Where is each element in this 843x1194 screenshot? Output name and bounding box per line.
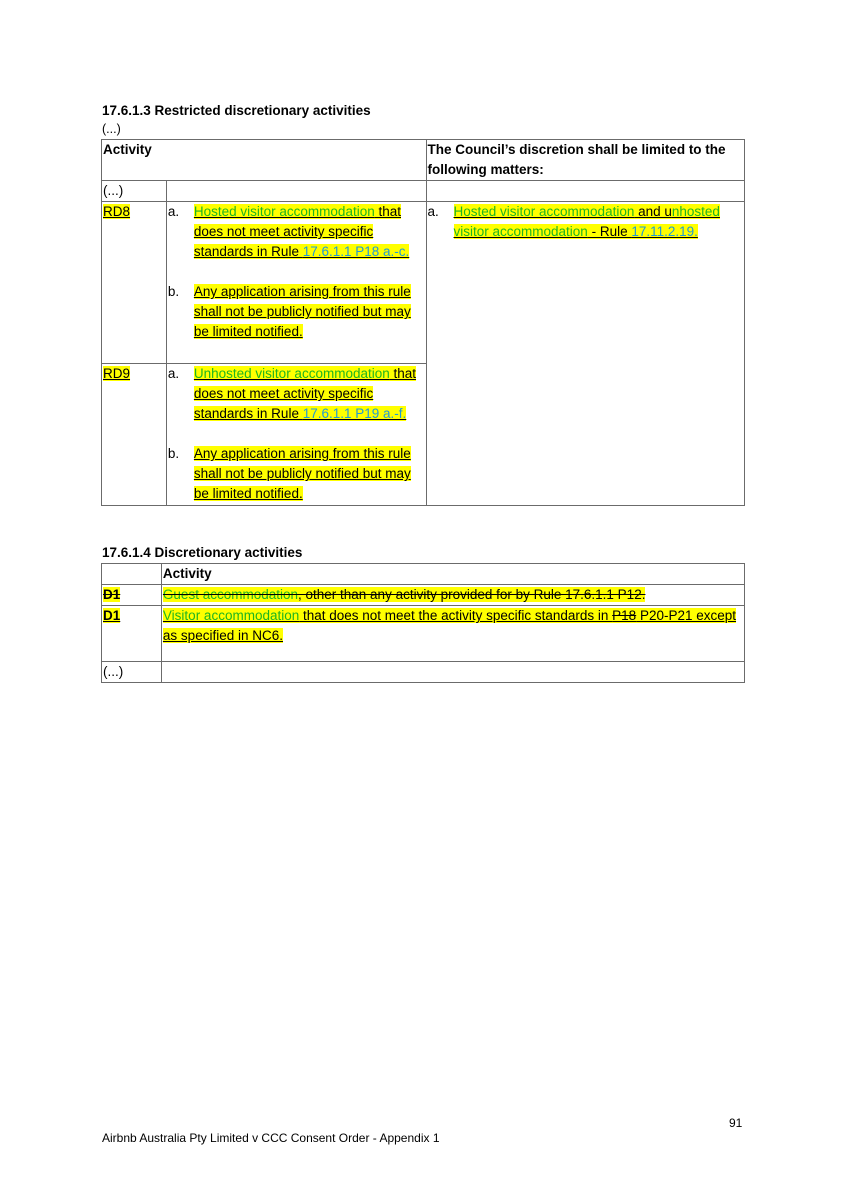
green-text: Unhosted visitor accommodation [193,366,390,381]
rule-code-cell [102,364,167,506]
deleted-rule-cell [161,585,744,606]
item-label: a. [427,204,439,219]
green-text: nhosted visitor accommodation [453,204,720,239]
footer-text: Airbnb Australia Pty Limited v CCC Consent Order - Appendix 1 [102,1131,440,1145]
green-text: Hosted visitor accommodation [193,204,375,219]
struck-text: P18 [612,608,637,623]
section-heading-restricted: 17.6.1.3 Restricted discretionary activities [102,103,371,118]
rule-code-rd9: RD9 [103,366,131,381]
row-ellipsis: (...) [102,662,162,683]
item-label: a. [167,366,180,381]
list-item [168,444,425,504]
ellipsis: (...) [102,122,121,136]
item-text: - Rule [587,224,632,239]
item-label: a. [167,204,180,219]
rule-code-d1: D1 [103,608,121,623]
rule-code-rd8: RD8 [103,204,131,219]
rule-code-cell [102,585,162,606]
item-text: that does not meet the activity specific standards in [299,608,613,623]
page-number: 91 [729,1116,743,1130]
item-text: Any application arising from this rule shall not be publicly notified but may be limited notified. [193,446,411,501]
rule-code-cell [102,606,162,662]
item-text: Any application arising from this rule shall not be publicly notified but may be limited notified. [193,284,411,339]
item-text: P20-P21 except as specified in NC6. [162,608,737,643]
item-text: that does not meet activity specific standards in Rule [193,204,401,259]
col-header-discretion: The Council’s discretion shall be limited to the following matters: [426,140,744,181]
col-header-activity: Activity [161,564,744,585]
rule-reference: 17.6.1.1 P18 a.-c. [302,244,410,259]
list-item [428,202,743,242]
discretion-cell [426,202,744,506]
empty-cell [426,181,744,202]
empty-cell [166,181,426,202]
rule-reference: 17.6.1.1 P19 a.-f. [302,406,407,421]
rd8-activity-cell [166,202,426,364]
section-heading-discretionary: 17.6.1.4 Discretionary activities [102,545,303,560]
green-text: Hosted visitor accommodation [453,204,635,219]
rule-code-d1-deleted: D1 [103,587,121,602]
item-label: b. [167,284,180,299]
green-text: Guest accommodation [162,587,298,602]
list-item [168,364,425,424]
empty-cell [161,662,744,683]
col-header-activity: Activity [102,140,427,181]
empty-cell [102,564,162,585]
green-text: Visitor accommodation [162,608,300,623]
discretionary-table [101,563,745,683]
new-rule-cell [161,606,744,662]
item-text: and u [634,204,672,219]
item-label: b. [167,446,180,461]
list-item [168,202,425,262]
rule-code-cell [102,202,167,364]
restricted-discretionary-table [101,139,745,506]
list-item [168,282,425,342]
rule-reference: 17.11.2.19. [631,224,698,239]
item-text: that does not meet activity specific standards in Rule [193,366,417,421]
rd9-activity-cell [166,364,426,506]
row-ellipsis: (...) [102,181,167,202]
item-text: , other than any activity provided for by Rule 17.6.1.1 P12. [298,587,646,602]
